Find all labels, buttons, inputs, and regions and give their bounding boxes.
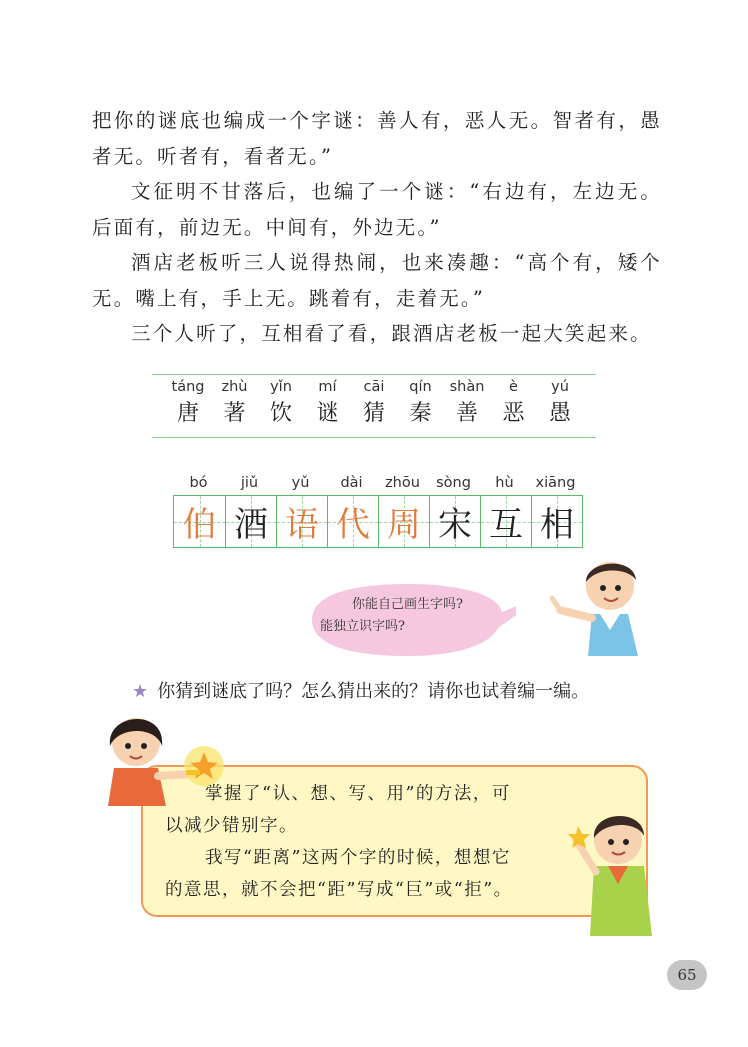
story-paragraph-4: 三个人听了，互相看了看，跟酒店老板一起大笑起来。 — [131, 322, 652, 345]
writing-pinyin: yǔ — [291, 475, 310, 491]
tip-line-1: 掌握了“认、想、写、用”的方法，可 — [205, 784, 511, 804]
tip-line-4: 的意思，就不会把“距”写成“巨”或“拒”。 — [165, 880, 513, 900]
writing-pinyin-row — [173, 474, 583, 492]
grid-char: 伯 — [182, 505, 217, 545]
bubble-line-1: 你能自己画生字吗? — [352, 597, 463, 612]
grid-cell — [276, 496, 327, 547]
grid-char: 相 — [540, 505, 574, 545]
tianzige-grid — [173, 495, 583, 548]
writing-pinyin: bó — [189, 475, 208, 491]
story-paragraph-1: 把你的谜底也编成一个字谜：善人有，恶人无。智者有，愚者无。听者有，看者无。” — [92, 109, 662, 168]
grid-cell — [429, 496, 480, 547]
page-number: 65 — [667, 960, 707, 990]
grid-char: 周 — [387, 505, 421, 545]
writing-pinyin: hù — [495, 475, 514, 491]
grid-char: 宋 — [438, 505, 472, 545]
recognition-characters — [152, 374, 596, 438]
grid-cell — [174, 496, 225, 547]
vocab-char: cāi 猜 — [362, 379, 385, 426]
boy-with-key-illustration — [568, 800, 656, 940]
writing-characters — [173, 474, 583, 548]
vocab-char: táng 唐 — [171, 379, 205, 426]
tip-line-3: 我写“距离”这两个字的时候，想想它 — [205, 848, 511, 868]
writing-pinyin: sòng — [436, 475, 471, 491]
vocab-char: yú 愚 — [548, 379, 571, 426]
story-paragraph-3: 酒店老板听三人说得热闹，也来凑趣：“高个有，矮个无。嘴上有，手上无。跳着有，走着无。” — [92, 251, 662, 310]
vocab-char: zhù 著 — [221, 379, 248, 426]
vocab-char: qín 秦 — [409, 379, 432, 426]
grid-char: 酒 — [234, 505, 268, 545]
writing-pinyin: xiāng — [535, 475, 576, 491]
tip-text — [165, 778, 615, 906]
grid-cell — [225, 496, 276, 547]
tip-line-2: 以减少错别字。 — [165, 816, 298, 836]
grid-cell — [327, 496, 378, 547]
bubble-line-2: 能独立识字吗? — [320, 619, 405, 634]
writing-pinyin: jiǔ — [240, 475, 259, 491]
writing-pinyin: dài — [340, 475, 363, 491]
story-paragraph-2: 文征明不甘落后，也编了一个谜：“右边有，左边无。后面有，前边无。中间有，外边无。” — [92, 180, 662, 239]
boy-pointing-illustration — [548, 552, 658, 664]
grid-cell — [378, 496, 429, 547]
vocab-char: yǐn 饮 — [269, 379, 292, 426]
vocab-char: mí 谜 — [316, 379, 339, 426]
task-prompt — [132, 681, 589, 703]
vocab-char: shàn 善 — [449, 379, 485, 426]
writing-pinyin: zhōu — [385, 475, 420, 491]
task-text: 你猜到谜底了吗？怎么猜出来的？请你也试着编一编。 — [157, 681, 590, 702]
star-icon: ★ — [132, 681, 149, 702]
grid-char: 代 — [336, 505, 370, 545]
grid-cell — [480, 496, 531, 547]
grid-char: 语 — [285, 505, 319, 545]
grid-char: 互 — [489, 505, 523, 545]
girl-with-key-illustration — [100, 706, 230, 806]
vocab-char: è 恶 — [502, 379, 525, 426]
grid-cell — [531, 496, 582, 547]
bubble-text — [306, 594, 506, 638]
story-text — [92, 103, 662, 352]
